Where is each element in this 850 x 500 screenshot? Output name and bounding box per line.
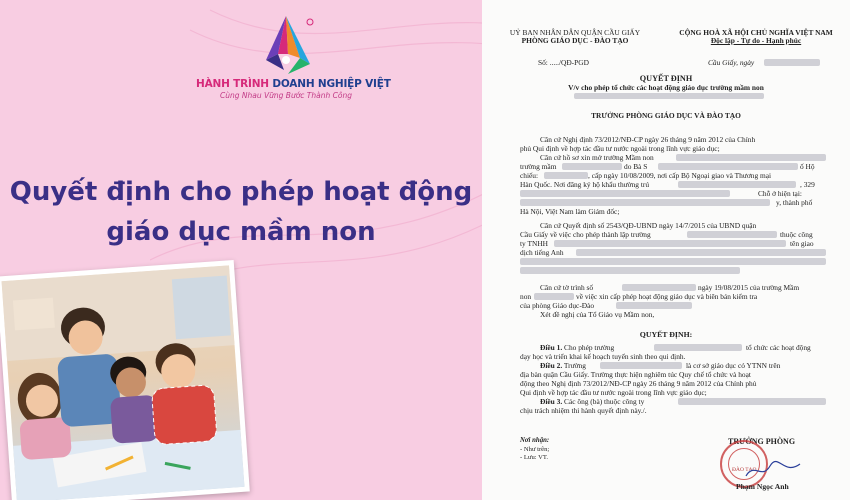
org-line1: UỶ BAN NHÂN DÂN QUẬN CẦU GIẤY [509, 28, 641, 37]
signer-name: Phạm Ngọc Anh [736, 482, 789, 491]
body-line: của phòng Giáo dục-Đào [520, 301, 595, 310]
article-text: Trường [562, 361, 586, 370]
body-line: do Bà S [624, 162, 648, 171]
redacted-text [520, 190, 730, 197]
redacted-date [764, 59, 820, 66]
redacted-text [678, 181, 796, 188]
body-line: dịch tiếng Anh [520, 248, 564, 257]
body-line: Căn cứ tờ trình số [540, 283, 594, 292]
redacted-text [520, 267, 740, 274]
body-line: Chỗ ở hiện tại: [758, 189, 802, 198]
article-1-label: Điều 1. [540, 343, 563, 352]
recipients-title: Nơi nhận: [520, 437, 550, 444]
brand-logo-icon [254, 14, 318, 78]
headline-line1: Quyết định cho phép hoạt động [9, 177, 473, 207]
redacted-text [520, 258, 826, 265]
redacted-text [687, 231, 777, 238]
article-text: Các ông (bà) thuộc công ty [562, 397, 645, 406]
article-text: động theo Nghị định 73/2012/NĐ-CP ngày 26 tháng 9 năm 2012 của Chính phủ [520, 379, 757, 388]
brand-logo [196, 14, 391, 106]
body-line: ngày 19/08/2015 của trường Mầm [698, 283, 800, 292]
body-line: non [520, 292, 532, 301]
headline [0, 172, 482, 252]
brand-name [196, 78, 391, 90]
body-line: tên giao [790, 239, 814, 248]
children-studying-photo [0, 260, 250, 500]
redacted-text [678, 398, 826, 405]
body-line: ố Hộ [800, 162, 815, 171]
body-line: ty TNHH [520, 239, 548, 248]
brand-name-part2: DOANH NGHIỆP VIỆT [272, 78, 391, 90]
decide-heading: QUYẾT ĐỊNH: [639, 330, 693, 339]
org-line2: PHÒNG GIÁO DỤC - ĐÀO TẠO [521, 36, 629, 45]
redacted-text [676, 154, 826, 161]
body-line: chiếu: [520, 171, 539, 180]
redacted-text [520, 199, 770, 206]
redacted-text [622, 284, 696, 291]
nation-line1: CỘNG HOÀ XÃ HỘI CHỦ NGHĨA VIỆT NAM [679, 28, 833, 37]
body-line: Hàn Quốc. Nơi đăng ký hộ khẩu thường trú [520, 180, 650, 189]
article-line [540, 343, 614, 352]
article-text: địa bàn quận Cầu Giấy. Trường thực hiện nghiêm túc Quy chế tổ chức và hoạt [520, 370, 751, 379]
article-3-label: Điều 3. [540, 397, 563, 406]
signature-icon [744, 458, 804, 482]
issuing-authority: TRƯỞNG PHÒNG GIÁO DỤC VÀ ĐÀO TẠO [591, 111, 741, 120]
body-line: Căn cứ hồ sơ xin mở trường Mầm non [540, 153, 654, 162]
redacted-text [562, 163, 622, 170]
headline-line2: giáo dục mầm non [106, 217, 376, 247]
redacted-subject [574, 93, 764, 99]
body-line: y, thành phố [776, 198, 813, 207]
redacted-text [576, 249, 826, 256]
brand-name-part1: HÀNH TRÌNH [196, 78, 269, 90]
body-line: , cấp ngày 10/08/2009, nơi cấp Bộ Ngoại giao và Thương mại [588, 171, 772, 180]
article-2-label: Điều 2. [540, 361, 563, 370]
article-text: tổ chức các hoạt động [746, 343, 811, 352]
recipient-item: - Lưu: VT. [520, 454, 549, 461]
article-text: dạy học và triển khai kế hoạch tuyển sinh theo qui định. [520, 352, 686, 361]
place-date: Cầu Giấy, ngày [708, 58, 755, 67]
article-text: là cơ sở giáo dục có YTNN trên [686, 361, 781, 370]
article-line [540, 361, 586, 370]
redacted-text [554, 240, 786, 247]
article-text: Cho phép trường [562, 343, 615, 352]
document-subject: V/v cho phép tổ chức các hoạt động giáo dục trường mầm non [568, 83, 764, 92]
signer-title: TRƯỞNG PHÒNG [728, 437, 796, 446]
stamp-text: ĐÀO TẠO [732, 467, 757, 473]
nation-line2: Độc lập - Tự do - Hạnh phúc [710, 36, 802, 45]
body-line: phủ Qui định về hợp tác đầu tư nước ngoài trong lĩnh vực giáo dục; [520, 144, 720, 153]
article-text: chịu trách nhiệm thi hành quyết định này./. [520, 406, 647, 415]
body-line: Hà Nội, Việt Nam làm Giám đốc; [520, 207, 620, 216]
body-line: Cầu Giấy về việc cho phép thành lập trường [520, 230, 651, 239]
decision-document [482, 0, 850, 500]
body-line: Căn cứ Quyết định số 2543/QĐ-UBND ngày 14/7/2015 của UBND quận [540, 221, 757, 230]
redacted-text [658, 163, 798, 170]
article-line [540, 397, 644, 406]
children-studying-illustration [2, 265, 245, 500]
photo-content [2, 265, 245, 500]
redacted-text [600, 362, 682, 369]
brand-slogan: Cùng Nhau Vững Bước Thành Công [220, 91, 352, 100]
redacted-text [654, 344, 742, 351]
body-line: Xét đề nghị của Tổ Giáo vụ Mầm non, [540, 310, 655, 319]
body-line: Căn cứ Nghị định 73/2012/NĐ-CP ngày 26 tháng 9 năm 2012 của Chính [540, 135, 756, 144]
recipient-item: - Như trên; [520, 446, 550, 453]
document-title: QUYẾT ĐỊNH [639, 74, 693, 83]
body-line: thuộc công [780, 230, 813, 239]
article-text: Qui định về hợp tác đầu tư nước ngoài trong lĩnh vực giáo dục; [520, 388, 707, 397]
body-line: về việc xin cấp phép hoạt động giáo dục và biên bản kiểm tra [576, 292, 758, 301]
body-line: trường mầm [520, 162, 557, 171]
redacted-text [544, 172, 588, 179]
redacted-text [616, 302, 692, 309]
redacted-text [534, 293, 574, 300]
document-number: Số: ...../QĐ-PGD [538, 58, 589, 67]
body-line: , 329 [800, 180, 815, 189]
